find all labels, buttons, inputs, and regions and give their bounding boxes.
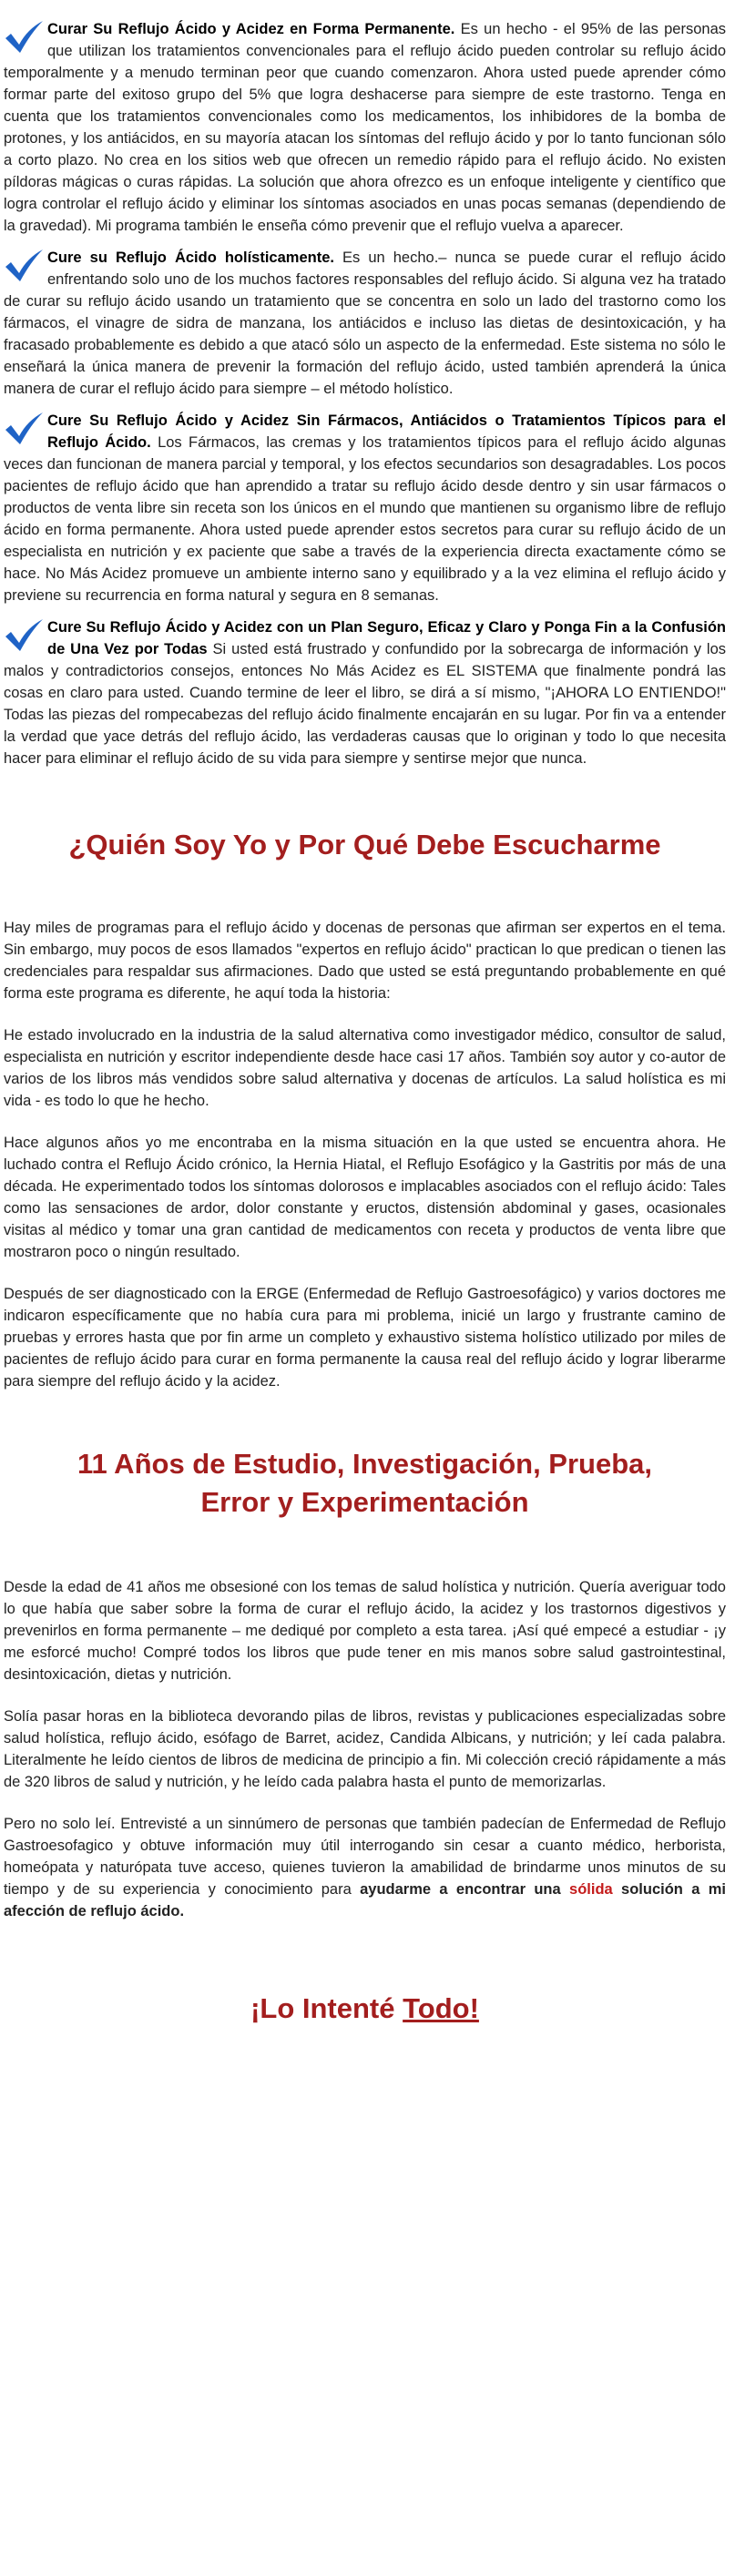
heading-line: 11 Años de Estudio, Investigación, Prueba, [77,1448,653,1480]
benefit-item [4,247,726,400]
checkmark-icon [4,20,44,55]
heading-underlined-text: Todo! [403,1992,479,2024]
benefit-title: Cure Su Reflujo Ácido y Acidez con un Plan Seguro, Eficaz y Claro y Ponga Fin a la Confusión de Una Vez por Todas [47,619,726,657]
checkmark-icon [4,618,44,653]
body-paragraph: Desde la edad de 41 años me obsesioné con los temas de salud holística y nutrición. Quería averiguar todo lo que había que saber sobre la forma de curar el reflujo ácido, la acidez y los trastornos digestivos y prevenirlos en forma permanente – me dediqué por completo a esta tarea. ¡Así qué empecé a estudiar - ¡y me esforcé mucho! Compré todos los libros que pude tener en mis manos sobre salud gastrointestinal, desintoxicación, dietas y nutrición. [4,1579,726,1683]
body-paragraph: Después de ser diagnosticado con la ERGE (Enfermedad de Reflujo Gastroesofágico) y varios doctores me indicaron específicamente que no había cura para mi problema, inicié un largo y frustrante camino de pruebas y errores hasta que por fin arme un completo y exhaustivo sistema holístico utilizado por miles de pacientes de reflujo ácido para curar en forma permanente la causa real del reflujo ácido y lograr liberarme para siempre del reflujo ácido y la acidez. [4,1286,726,1390]
section-heading-tried-everything [4,1990,726,2028]
benefit-title: Cure Su Reflujo Ácido y Acidez Sin Fármacos, Antiácidos o Tratamientos Típicos para el Reflujo Ácido. [47,412,726,451]
benefit-title: Cure su Reflujo Ácido holísticamente. [47,249,334,266]
section-heading-who-am-i: ¿Quién Soy Yo y Por Qué Debe Escucharme [68,829,661,860]
section-heading-11-years [4,1445,726,1522]
body-paragraph: He estado involucrado en la industria de la salud alternativa como investigador médico, consultor de salud, especialista en nutrición y escritor independiente desde hace casi 17 años. También soy autor y co-autor de varios de los libros más vendidos sobre salud alternativa y docenas de artículos. La salud holística es mi vida - es todo lo que he hecho. [4,1027,726,1109]
body-paragraph: Hace algunos años yo me encontraba en la misma situación en la que usted se encuentra ahora. He luchado contra el Reflujo Ácido crónico, la Hernia Hiatal, el Reflujo Esofágico y la Gastritis por más de una década. He experimentado todos los síntomas dolorosos e implacables asociados con el reflujo ácido: Tales como las sensaciones de ardor, dolor constante y eructos, distensión abdominal y gases, ocasionales visitas al médico y tomar una gran cantidad de medicamentos con receta y productos de venta libre que mostraron poco o ningún resultado. [4,1135,726,1260]
benefit-text: Es un hecho.– nunca se puede curar el reflujo ácido enfrentando solo uno de los muchos factores responsables del reflujo ácido. Si alguna vez ha tratado de curar su reflujo ácido usando un tratamiento que se concentra en solo un lado del trastorno como los fármacos, el vinagre de sidra de manzana, los antiácidos e incluso las dietas de desintoxicación, y ha fracasado probablemente es debido a que atacó sólo un aspecto de la enfermedad. Este sistema no sólo le enseñará la única manera de prevenir la formación del reflujo ácido, usted también aprenderá la única manera de curar el reflujo ácido para siempre – el método holístico. [4,249,726,397]
highlight-text: sólida [569,1881,613,1898]
checkmark-icon [4,249,44,283]
checkmark-icon [4,412,44,446]
body-paragraph [4,1813,726,1922]
bold-text: ayudarme a encontrar una [360,1881,570,1898]
paragraph-text: Pero no solo leí. Entrevisté a un sinnúmero de personas que también padecían de Enfermedad de Reflujo Gastroesofagico y obtuve información muy útil interrogando sin cesar a cuanto médico, herborista, homeópata y naturópata tuve acceso, quienes tuvieron la amabilidad de brindarme unos minutos de su tiempo y de su experiencia y conocimiento para [4,1816,726,1898]
benefit-item [4,18,726,237]
benefit-text: Si usted está frustrado y confundido por la sobrecarga de información y los malos y contradictorios consejos, entonces No Más Acidez es EL SISTEMA que finalmente pondrá las cosas en claro para usted. Cuando termine de leer el libro, se dirá a sí mismo, "¡AHORA LO ENTIENDO!" Todas las piezas del rompecabezas del reflujo ácido finalmente encajarán en su lugar. Por fin va a entender la verdad que yace detrás del reflujo ácido, las verdaderas causas que lo originan y todo lo que necesita hacer para eliminar el reflujo ácido de su vida para siempre y sentirse mejor que nunca. [4,641,727,767]
body-paragraph: Solía pasar horas en la biblioteca devorando pilas de libros, revistas y publicaciones especializadas sobre salud holística, reflujo ácido, esófago de Barret, acidez, Candida Albicans, y nutrición; y leí cada palabra. Literalmente he leído cientos de libros de medicina de principio a fin. Mi colección creció rápidamente a más de 320 libros de salud y nutrición, y he leído cada palabra hasta el punto de memorizarlas. [4,1708,726,1790]
heading-line: Error y Experimentación [200,1486,529,1518]
benefit-text: Los Fármacos, las cremas y los tratamientos típicos para el reflujo ácido algunas veces dan funcionan de manera parcial y temporal, y los efectos secundarios son desagradables. Los pocos pacientes de reflujo ácido que han aprendido a tratar su reflujo ácido desde dentro y sin usar fármacos o productos de venta libre sin receta son los únicos en el mundo que mantienen su organismo libre de reflujo ácido en forma permanente. Ahora usted puede aprender estos secretos para curar su reflujo ácido de un especialista en nutrición y ex paciente que sabe a través de la experiencia directa exactamente cómo se hace. No Más Acidez promueve un ambiente interno sano y equilibrado y a la vez elimina el reflujo ácido y previene su recurrencia en forma natural y segura en 8 semanas. [4,434,727,604]
benefit-item [4,410,726,606]
benefit-text: Es un hecho - el 95% de las personas que utilizan los tratamientos convencionales para el reflujo ácido pueden controlar su reflujo ácido temporalmente y a menudo terminan peor que cuando comenzaron. Ahora usted puede aprender cómo formar parte del exitoso grupo del 5% que logra deshacerse para siempre de este trastorno. Tenga en cuenta que los tratamientos convencionales como los medicamentos, los inhibidores de la bomba de protones, y los antiácidos, en su mayoría atacan los síntomas del reflujo ácido y por lo tanto funcionan sólo a corto plazo. No crea en los sitios web que ofrecen un remedio rápido para el reflujo ácido. No existen píldoras mágicas o curas rápidas. La solución que ahora ofrezco es un enfoque inteligente y científico que logra controlar el reflujo ácido y eliminar los síntomas asociados en unas pocas semanas (dependiendo de la gravedad). Mi programa también le enseña cómo prevenir que el reflujo vuelva a aparecer. [4,21,726,234]
body-paragraph: Hay miles de programas para el reflujo ácido y docenas de personas que afirman ser expertos en el tema. Sin embargo, muy pocos de esos llamados "expertos en reflujo ácido" practican lo que predican o tienen las credenciales para respaldar sus afirmaciones. Dado que usted se está preguntando probablemente en qué forma este programa es diferente, he aquí toda la historia: [4,920,726,1002]
benefit-title: Curar Su Reflujo Ácido y Acidez en Forma Permanente. [47,21,455,37]
benefit-item [4,616,726,769]
heading-text: ¡Lo Intenté [250,1992,403,2024]
bold-text: solución a mi afección de reflujo ácido. [4,1881,726,1919]
